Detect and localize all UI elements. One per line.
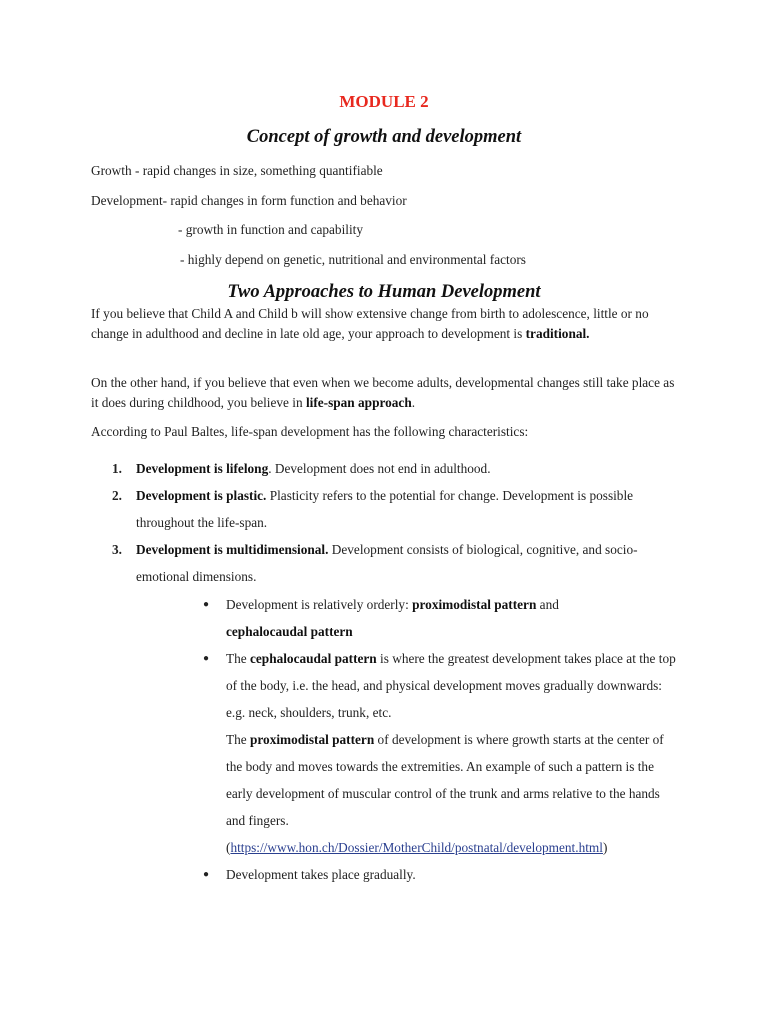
heading-approaches: Two Approaches to Human Development [227, 282, 541, 302]
bullet-text: is where the greatest development takes place at the top of the body, i.e. the head, and physical development moves gradually downwards: e.g. neck, shoulders, trunk, etc. [226, 651, 676, 720]
bullet-text: Development takes place gradually. [226, 867, 416, 882]
list-item-title: Development is lifelong [136, 461, 269, 476]
bullet-icon: ● [203, 599, 210, 610]
development-sub-1: - growth in function and capability [178, 222, 364, 237]
development-definition: Development- rapid changes in form function and behavior [91, 193, 407, 208]
module-title: MODULE 2 [339, 92, 429, 111]
list-item [112, 482, 672, 536]
list-item-text: Development consists of biological, cognitive, and socio-emotional dimensions. [136, 542, 638, 584]
term-cephalocaudal: cephalocaudal pattern [226, 624, 353, 639]
bullet-icon: ● [203, 869, 210, 880]
paragraph-baltes: According to Paul Baltes, life-span development has the following characteristics: [91, 424, 529, 439]
list-number: 1. [112, 461, 122, 476]
term-life-span: life-span approach [305, 395, 412, 410]
development-sub-2: - highly depend on genetic, nutritional and environmental factors [180, 252, 526, 267]
bullet-item [201, 591, 681, 645]
development-bullets [201, 591, 681, 888]
heading-concept: Concept of growth and development [246, 127, 522, 147]
reference-link[interactable]: https://www.hon.ch/Dossier/MotherChild/postnatal/development.html [230, 840, 603, 855]
paragraph-traditional-text: If you believe that Child A and Child b will show extensive change from birth to adolescence, little or no change in adulthood and decline in late old age, your approach to development is [91, 306, 649, 341]
growth-definition: Growth - rapid changes in size, something quantifiable [91, 163, 383, 178]
list-item-text: . Development does not end in adulthood. [268, 461, 491, 476]
term-proximodistal: proximodistal pattern [412, 597, 537, 612]
url-open-paren: ( [226, 840, 231, 855]
list-item-title: Development is multidimensional. [136, 542, 329, 557]
bullet-text: Development is relatively orderly: [226, 597, 413, 612]
list-number: 2. [112, 488, 122, 503]
paragraph-life-span-text: On the other hand, if you believe that even when we become adults, developmental changes still take place as it does during childhood, you believe in [91, 375, 675, 410]
term-proximodistal-pattern: proximodistal pattern [250, 732, 375, 747]
list-item-title: Development is plastic. [136, 488, 267, 503]
bullet-pre: The [226, 651, 250, 666]
bullet-and: and [536, 597, 559, 612]
list-item-text: Plasticity refers to the potential for change. Development is possible throughout the life-span. [136, 488, 634, 530]
list-item [112, 455, 672, 482]
bullet-item [201, 645, 681, 861]
paragraph-life-span [91, 373, 681, 413]
paragraph-life-span-tail: . [411, 395, 416, 410]
paragraph-traditional [91, 304, 681, 344]
list-item [112, 536, 672, 590]
bullet-item [201, 861, 681, 888]
bullet-pre: The [226, 732, 250, 747]
bullet-icon: ● [203, 653, 210, 664]
characteristics-list [112, 455, 672, 590]
bullet-text: of development is where growth starts at the center of the body and moves towards the extremities. An example of such a pattern is the early development of muscular control of the trunk and arms relative to the hands and fingers. [226, 732, 664, 828]
list-number: 3. [112, 542, 122, 557]
term-cephalocaudal-pattern: cephalocaudal pattern [250, 651, 377, 666]
url-close-paren: ) [602, 840, 608, 855]
term-traditional: traditional. [525, 326, 590, 341]
